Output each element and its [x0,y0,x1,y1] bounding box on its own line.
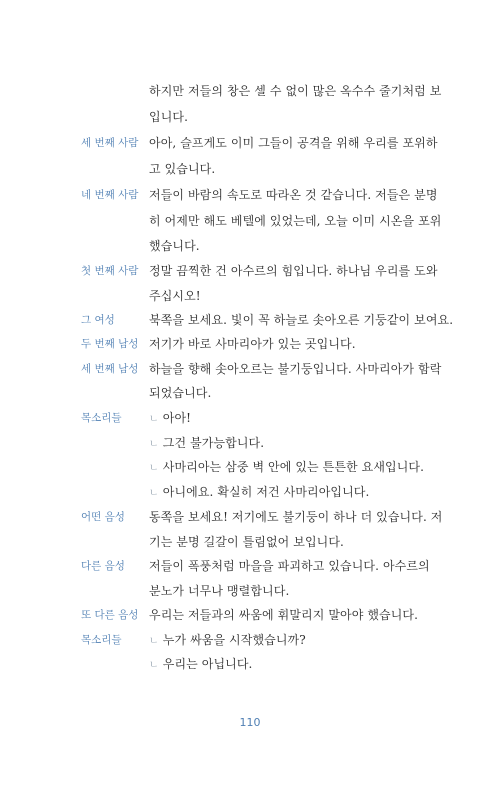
dialogue-text: 사마리아는 삼중 벽 안에 있는 튼튼한 요새입니다. [162,460,425,474]
dialogue-line: 정말 끔찍한 건 아수르의 힘입니다. 하나님 우리를 도와 [149,264,438,278]
voice-marker: ㄴ [149,439,159,450]
dialogue-line: 분노가 너무나 맹렬합니다. [149,584,290,598]
speaker-label: 네 번째 사람 [81,189,139,201]
speaker-label: 목소리들 [81,412,122,424]
speaker-label: 목소리들 [81,634,122,646]
voice-marker: ㄴ [149,660,159,671]
dialogue-line: 우리는 저들과의 싸움에 휘말리지 말아야 했습니다. [149,608,419,622]
dialogue-line: 하늘을 향해 솟아오르는 불기둥입니다. 사마리아가 함락 [149,362,442,376]
speaker-label: 어떤 음성 [81,511,125,523]
speaker-label: 첫 번째 사람 [81,265,139,277]
speaker-label: 그 여성 [81,314,115,326]
speaker-label: 세 번째 남성 [81,363,139,375]
dialogue-line [149,632,306,650]
dialogue-text: 아니에요. 확실히 저건 사마리아입니다. [162,485,370,499]
dialogue-line: 입니다. [149,110,188,124]
dialogue-line [149,656,252,674]
dialogue-line: 했습니다. [149,239,200,253]
voice-marker: ㄴ [149,414,159,425]
dialogue-line: 히 어제만 해도 베텔에 있었는데, 오늘 이미 시온을 포위 [149,214,442,228]
speaker-label: 세 번째 사람 [81,137,139,149]
dialogue-line: 되었습니다. [149,386,212,400]
dialogue-text: 우리는 아닙니다. [162,657,253,671]
dialogue-text: 아아! [162,411,192,425]
page-number: 110 [239,716,261,729]
speaker-label: 두 번째 남성 [81,338,139,350]
speaker-label: 또 다른 음성 [81,609,139,621]
dialogue-line: 고 있습니다. [149,162,216,176]
dialogue-line: 기는 분명 길갈이 틀림없어 보입니다. [149,535,344,549]
dialogue-line: 동쪽을 보세요! 저기에도 불기둥이 하나 더 있습니다. 저 [149,510,443,524]
dialogue-line: 아아, 슬프게도 이미 그들이 공격을 위해 우리를 포위하 [149,136,438,150]
dialogue-line: 북쪽을 보세요. 빛이 꼭 하늘로 솟아오른 기둥같이 보여요. [149,313,454,327]
voice-marker: ㄴ [149,463,159,474]
dialogue-text: 누가 싸움을 시작했습니까? [162,633,306,647]
speaker-label: 다른 음성 [81,560,125,572]
dialogue-line [149,459,424,477]
dialogue-line: 저기가 바로 사마리아가 있는 곳입니다. [149,337,356,351]
dialogue-line: 주십시오! [149,289,201,303]
dialogue-line [149,484,369,502]
dialogue-line: 하지만 저들의 창은 셀 수 없이 많은 옥수수 줄기처럼 보 [149,84,442,98]
voice-marker: ㄴ [149,488,159,499]
voice-marker: ㄴ [149,636,159,647]
dialogue-line [149,435,264,453]
dialogue-line: 저들이 폭풍처럼 마을을 파괴하고 있습니다. 아수르의 [149,559,430,573]
dialogue-text: 그건 불가능합니다. [162,436,265,450]
dialogue-line: 저들이 바람의 속도로 따라온 것 같습니다. 저들은 분명 [149,188,438,202]
dialogue-line [149,410,191,428]
